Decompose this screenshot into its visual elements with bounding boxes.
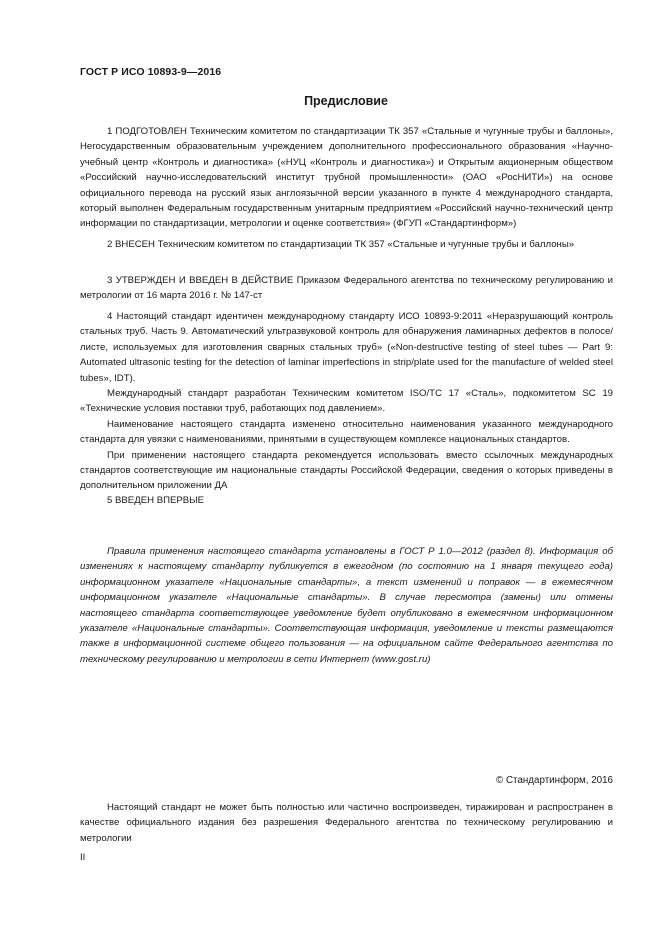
section-4 — [80, 309, 613, 494]
section-2 — [80, 237, 613, 252]
document-code: ГОСТ Р ИСО 10893-9—2016 — [80, 66, 222, 78]
section-3 — [80, 273, 613, 304]
reproduction-notice — [80, 800, 613, 846]
application-notice — [80, 544, 613, 667]
section-4-paragraph-1: 4 Настоящий стандарт идентичен международному стандарту ИСО 10893-9:2011 «Неразрушающий контроль стальных труб. Часть 9. Автоматический ультразвуковой контроль для обнаружения ламинарных дефектов в полосе/листе, используемых для изготовления сварных стальных труб» («Non-destructive testing of steel tubes — Part 9: Automated ultrasonic testing for the detection of laminar imperfections in strip/plate used for the manufacture of welded steel tubes», IDT). — [80, 311, 613, 384]
section-5-text: 5 ВВЕДЕН ВПЕРВЫЕ — [107, 495, 205, 506]
section-4-paragraph-4: При применении настоящего стандарта рекомендуется использовать вместо ссылочных международных стандартов соответствующие им национальные стандарты Российской Федерации, сведения о которых приведены в дополнительном приложении ДА — [80, 449, 613, 492]
section-3-text: 3 УТВЕРЖДЕН И ВВЕДЕН В ДЕЙСТВИЕ Приказом Федерального агентства по техническому регулированию и метрологии от 16 марта 2016 г. № 147-ст — [80, 275, 613, 302]
section-4-paragraph-2: Международный стандарт разработан Техническим комитетом ISO/TC 17 «Сталь», подкомитетом SC 19 «Технические условия поставки труб, работающих под давлением». — [80, 388, 613, 415]
copyright-notice: © Стандартинформ, 2016 — [496, 775, 613, 786]
section-1 — [80, 124, 613, 232]
application-notice-text: Правила применения настоящего стандарта установлены в ГОСТ Р 1.0—2012 (раздел 8). Информация об изменениях к настоящему стандарту публикуется в ежегодном (по состоянию на 1 января текущего года) информационном указателе «Национальные стандарты», а текст изменений и поправок — в ежемесячном информационном указателе «Национальные стандарты». В случае пересмотра (замены) или отмены настоящего стандарта соответствующее уведомление будет опубликовано в ежемесячном информационном указателе «Национальные стандарты». Соответствующая информация, уведомление и тексты размещаются также в информационной системе общего пользования — на официальном сайте Федерального агентства по техническому регулированию и метрологии в сети Интернет (www.gost.ru) — [80, 546, 613, 665]
reproduction-notice-text: Настоящий стандарт не может быть полностью или частично воспроизведен, тиражирован и распространен в качестве официального издания без разрешения Федерального агентства по техническому регулированию и метрологии — [80, 802, 613, 844]
section-5 — [80, 493, 613, 508]
page-title: Предисловие — [304, 94, 388, 108]
page-number: II — [80, 852, 86, 863]
section-4-paragraph-3: Наименование настоящего стандарта изменено относительно наименования указанного международного стандарта для увязки с наименованиями, принятыми в существующем комплексе национальных стандартов. — [80, 418, 613, 446]
section-2-text: 2 ВНЕСЕН Техническим комитетом по стандартизации ТК 357 «Стальные и чугунные трубы и баллоны» — [107, 239, 575, 250]
section-1-text: 1 ПОДГОТОВЛЕН Техническим комитетом по стандартизации ТК 357 «Стальные и чугунные трубы и баллоны», Негосударственным образовательным учреждением дополнительного профессионального образования «Научно-учебный центр «Контроль и диагностика» («НУЦ «Контроль и диагностика») и Открытым акционерным обществом «Российский научно-исследовательский институт трубной промышленности» (ОАО «РосНИТИ») на основе официального перевода на русский язык англоязычной версии указанного в пункте 4 международного стандарта, который выполнен Федеральным государственным унитарным предприятием «Российский научно-технический центр информации по стандартизации, метрологии и оценке соответствия» (ФГУП «Стандартинформ») — [80, 126, 613, 230]
